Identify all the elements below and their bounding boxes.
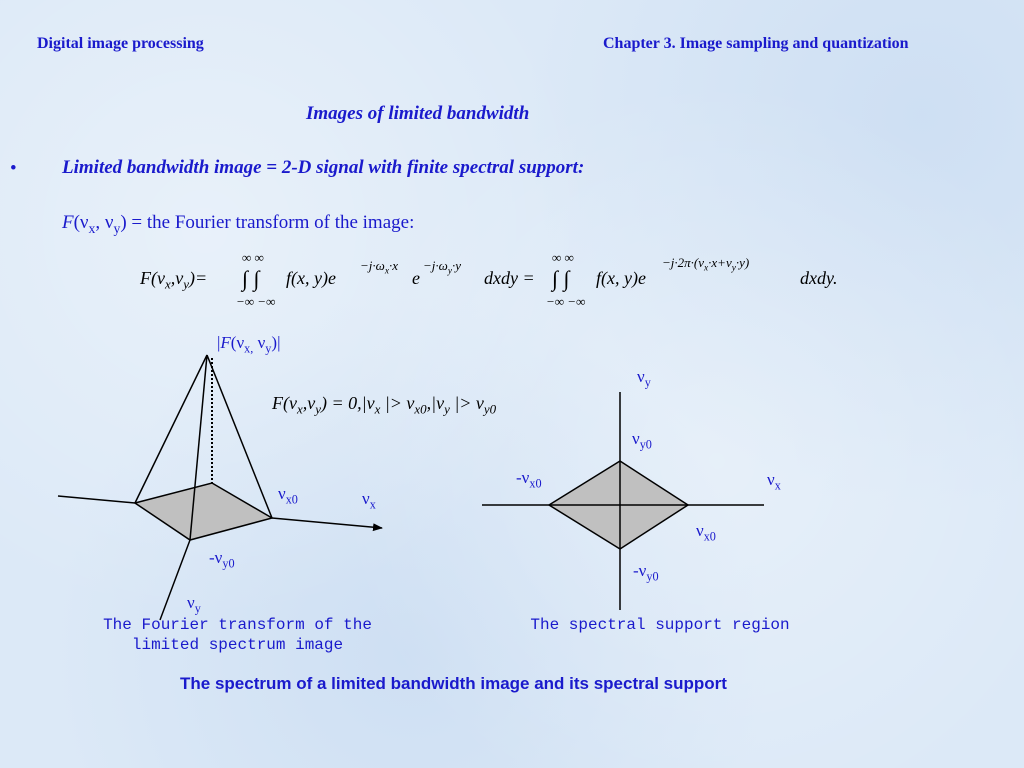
label-vx-left: $\nu_x$ — [362, 489, 376, 512]
magnitude-label: $|F(\nu_{x,}$ $\nu_y)|$ — [217, 333, 281, 356]
ft-def-prefix: F — [62, 212, 74, 233]
bullet-text: Limited bandwidth image = 2-D signal with finite spectral support: — [62, 157, 585, 178]
eq-integrand2: f(x, y)e — [596, 268, 646, 288]
right-caption: The spectral support region — [530, 616, 790, 634]
label-neg-vy0-left: $-\nu_{y0}$ — [209, 548, 235, 571]
eq-int2-sign: ∫ ∫ — [552, 266, 570, 291]
eq-int2-lower: −∞ −∞ — [546, 294, 586, 309]
eq-dxdy1: dxdy = — [484, 268, 535, 288]
eq-exp1: $-j\cdot\omega_x\cdot x$ — [360, 258, 399, 277]
label-vx-right: $\nu_x$ — [767, 470, 781, 493]
ft-def-rest: = the Fourier transform of the image: — [126, 212, 415, 233]
bullet-marker: • — [10, 158, 17, 179]
label-neg-vy0-right: $-\nu_{y0}$ — [633, 561, 659, 584]
slide-title: Images of limited bandwidth — [306, 103, 530, 124]
ft-def-args: ($\nu_x$, $\nu_y$) — [73, 212, 127, 236]
vx-axis-arrow — [272, 518, 382, 528]
eq-mid-e: e — [412, 268, 420, 288]
vx-axis-back — [58, 496, 135, 503]
label-vy-right: $\nu_y$ — [637, 367, 651, 390]
pyramid-edge-left — [135, 355, 207, 503]
eq-lhs: $F(\nu_x,\nu_y)=$ — [140, 268, 208, 292]
eq-integrand1: f(x, y)e — [286, 268, 336, 288]
eq-exp2: $-j\cdot\omega_y\cdot y$ — [423, 258, 462, 277]
support-region-diagram — [482, 392, 764, 610]
footer-caption: The spectrum of a limited bandwidth image and its spectral support — [180, 674, 727, 693]
eq-int1-sign: ∫ ∫ — [242, 266, 260, 291]
header-right: Chapter 3. Image sampling and quantization — [603, 35, 909, 52]
eq-int1-lower: −∞ −∞ — [236, 294, 276, 309]
support-equation: $F(\nu_x,\nu_y) = 0,|\nu_x$ |> $\nu_{x0},|\nu_y$ |> $\nu_{y0}$ — [272, 393, 497, 417]
eq-int2-upper: ∞ ∞ — [552, 250, 574, 265]
label-neg-vx0-right: $-\nu_{x0}$ — [516, 468, 542, 491]
left-caption: The Fourier transform of the limited spectrum image — [103, 616, 372, 654]
vy-axis-line — [160, 540, 190, 620]
label-vx0-left: $\nu_{x0}$ — [278, 484, 298, 507]
label-vy0-right: $\nu_{y0}$ — [632, 429, 652, 452]
pyramid-diagram — [58, 355, 382, 620]
header-left: Digital image processing — [37, 35, 204, 52]
label-vy-left: $\nu_y$ — [187, 593, 201, 616]
eq-dxdy2: dxdy. — [800, 268, 838, 288]
label-vx0-right: $\nu_{x0}$ — [696, 521, 716, 544]
pyramid-base — [135, 483, 272, 540]
eq-int1-upper: ∞ ∞ — [242, 250, 264, 265]
eq-exp3: $-j\cdot 2\pi\cdot(\nu_x\cdot x+\nu_y\cdot y)$ — [662, 255, 750, 274]
